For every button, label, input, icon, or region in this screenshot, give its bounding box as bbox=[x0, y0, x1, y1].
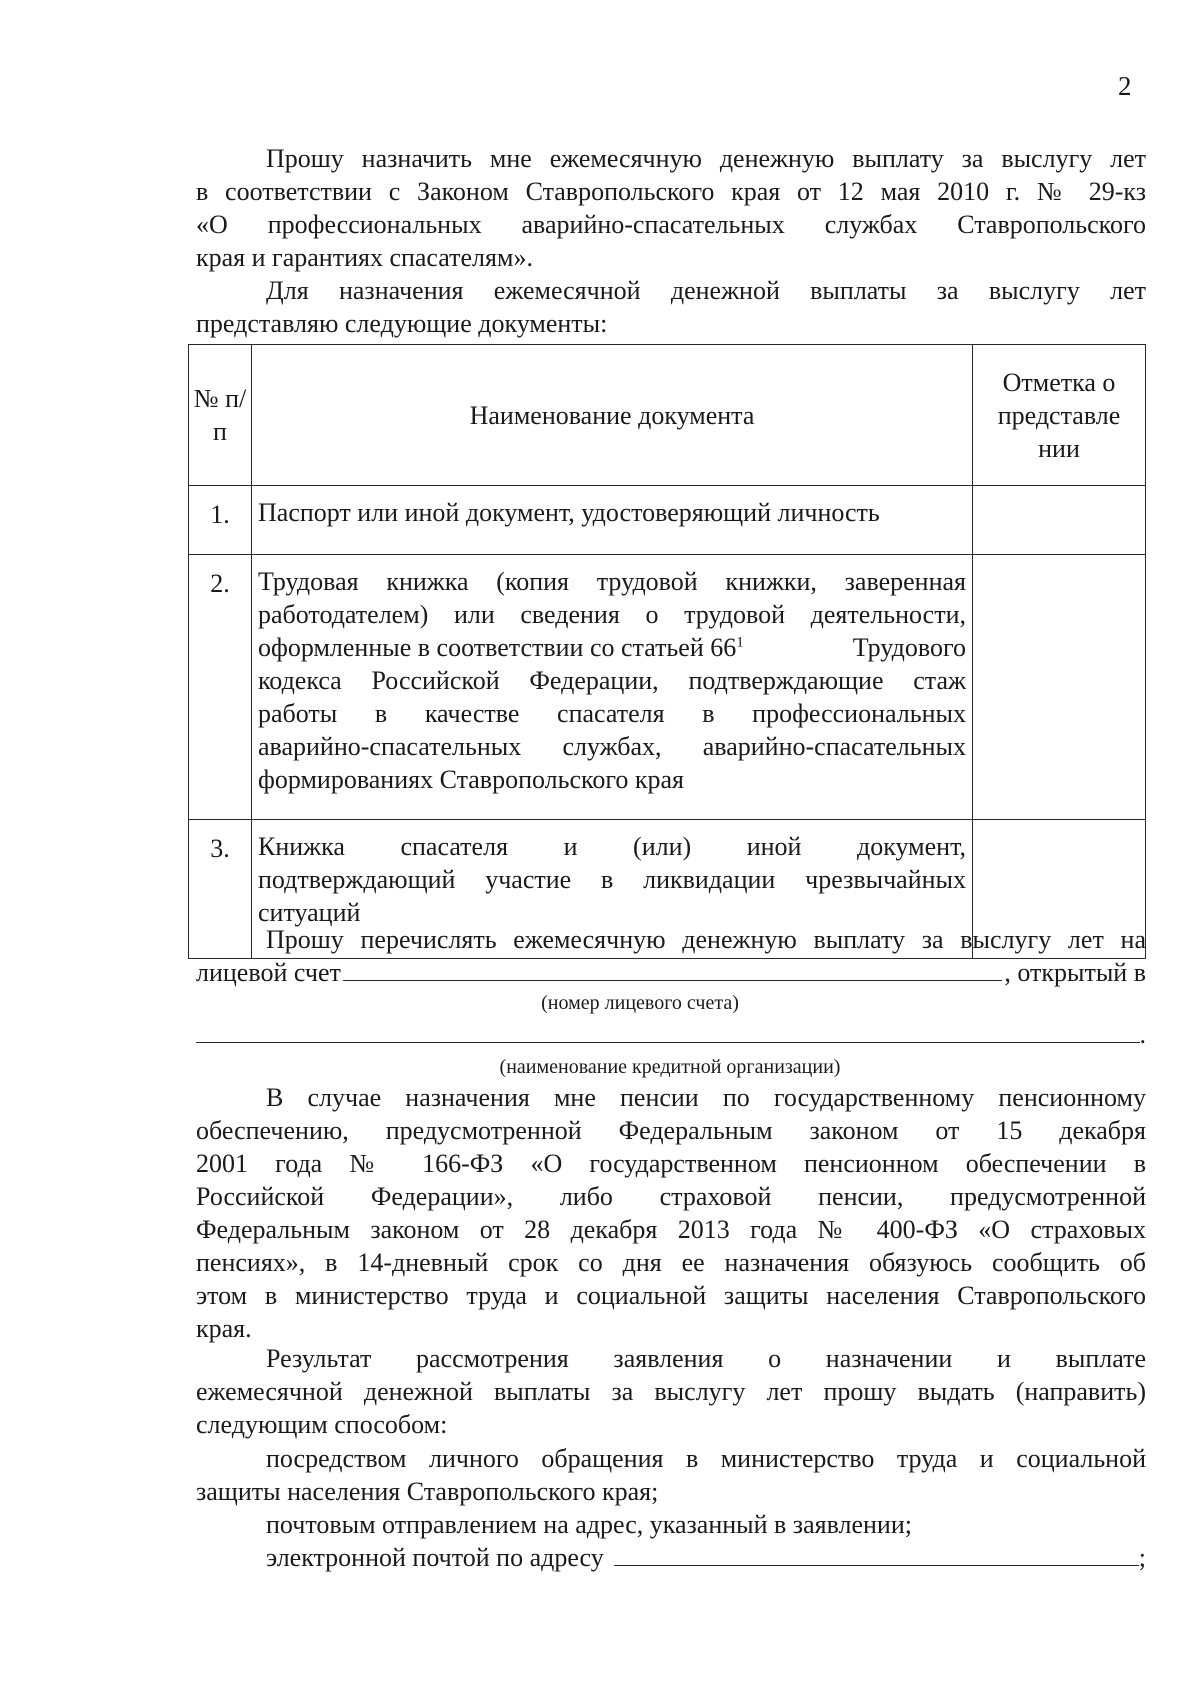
result-delivery-paragraph bbox=[196, 1342, 1146, 1441]
text-line: ежемесячной денежной выплаты за выслугу лет прошу выдать (направить) bbox=[196, 1377, 1146, 1406]
text-line: Российской Федерации», либо страховой пенсии, предусмотренной bbox=[196, 1182, 1146, 1211]
row-document-name: Паспорт или иной документ, удостоверяющий личность bbox=[252, 486, 973, 555]
page-number: 2 bbox=[1118, 71, 1132, 101]
text-line: Прошу назначить мне ежемесячную денежную выплату за выслугу лет bbox=[266, 144, 1146, 173]
text-line: В случае назначения мне пенсии по государственному пенсионному bbox=[266, 1083, 1146, 1112]
text-line: обеспечению, предусмотренной Федеральным законом от 15 декабря bbox=[196, 1116, 1146, 1145]
email-address-field[interactable] bbox=[614, 1541, 1139, 1566]
row-mark-cell[interactable] bbox=[973, 555, 1146, 820]
bank-name-field[interactable] bbox=[196, 1018, 1140, 1043]
account-paragraph: Прошу перечислять ежемесячную денежную выплату за выслугу лет на лицевой счет , открытый в bbox=[196, 925, 1146, 987]
header-document-name: Наименование документа bbox=[252, 345, 973, 486]
option-in-person[interactable]: посредством личного обращения в министерство труда и социальной bbox=[266, 1444, 1146, 1473]
text-line: представляю следующие документы: bbox=[196, 309, 608, 338]
request-paragraph bbox=[196, 142, 1146, 274]
text-line: края. bbox=[196, 1314, 252, 1343]
text-line: края и гарантиях спасателям». bbox=[196, 243, 533, 272]
header-mark: Отметка о представле нии bbox=[973, 345, 1146, 486]
account-number-field[interactable] bbox=[343, 956, 1002, 981]
table-row bbox=[189, 555, 1146, 820]
document-page: 2 Прошу назначить мне ежемесячную денежную выплату за выслугу лет в соответствии с Законом Ставропольского края от 12 мая 2010 г. № 29-кз «О профессиональных аварийно-спасательных службах Ставропольского края и гарантиях спасателям». Для назначения ежемесячной денежной выплаты за выслугу лет представляю следующие документы: № п/п Наименование документа Отметка о представле нии 1. Паспорт или иной документ, удостоверяющий личность 2. Трудовая книжка (копия трудовой книжки, заверенная работодателем) или сведения о трудовой деятельности, оформленные в соответствии со статьей $66^1$ Трудового кодекса Российской Федерации, подтверждающие стаж работы в качестве спасателя в профессиональных аварийно-спасательных службах, аварийно-спасательных формированиях Ставропольского края 3. Книжка спасателя и (или) иной документ, подтверждающий участие в ликвидации чрезвычайных ситуаций Прошу перечислять ежемесячную денежную выплату за выслугу лет на лицевой счет , открытый в (номер лицевого счета) . (наименование кредитной организации) В случае назначения мне пенсии по государственному пенсионному обеспечению, предусмотренной Федеральным законом от 15 декабря 2001 года № 166-ФЗ «О государственном пенсионном обеспечении в Российской Федерации», либо страховой пенсии, предусмотренной Федеральным законом от 28 декабря 2013 года № 400-ФЗ «О страховых пенсиях», в 14-дневный срок со дня ее назначения обязуюсь сообщить об этом в министерство труда и социальной защиты населения Ставропольского края. Результат рассмотрения заявления о назначении и выплате ежемесячной денежной выплаты за выслугу лет прошу выдать (направить) следующим способом: посредством личного обращения в министерство труда и социальной защиты населения Ставропольского края; почтовым отправлением на адрес, указанный в заявлении; электронной почтой по адресу ; bbox=[0, 0, 1200, 1697]
row-mark-cell[interactable] bbox=[973, 486, 1146, 555]
documents-table bbox=[188, 344, 1146, 959]
header-num: № п/п bbox=[189, 345, 252, 486]
text-line: Прошу перечислять ежемесячную денежную выплату за выслугу лет на bbox=[266, 925, 1146, 954]
table-row bbox=[189, 486, 1146, 555]
option-email[interactable]: электронной почтой по адресу ; bbox=[266, 1543, 1146, 1572]
text-line: 2001 года № 166-ФЗ «О государственном пенсионном обеспечении в bbox=[196, 1149, 1146, 1178]
delivery-options bbox=[196, 1442, 1146, 1574]
text-line: «О профессиональных аварийно-спасательных службах Ставропольского bbox=[196, 210, 1146, 239]
text-line: этом в министерство труда и социальной защиты населения Ставропольского bbox=[196, 1281, 1146, 1310]
text-line: Результат рассмотрения заявления о назначении и выплате bbox=[266, 1344, 1146, 1373]
bank-name-caption: (наименование кредитной организации) bbox=[499, 1056, 841, 1078]
row-document-name: Трудовая книжка (копия трудовой книжки, заверенная работодателем) или сведения о трудовой деятельности, оформленные в соответствии со статьей $66^1$ Трудового кодекса Российской Федерации, подтверждающие стаж работы в качестве спасателя в профессиональных аварийно-спасательных службах, аварийно-спасательных формированиях Ставропольского края bbox=[252, 555, 973, 820]
option-post[interactable]: почтовым отправлением на адрес, указанный в заявлении; bbox=[266, 1510, 912, 1539]
text-line: в соответствии с Законом Ставропольского края от 12 мая 2010 г. № 29-кз bbox=[196, 177, 1146, 206]
row-number: 3. bbox=[189, 820, 252, 959]
row-number: 2. bbox=[189, 555, 252, 820]
documents-intro-paragraph bbox=[196, 274, 1146, 340]
footnote-superscript: 1 bbox=[736, 634, 744, 651]
text-line: пенсиях», в 14-дневный срок со дня ее назначения обязуюсь сообщить об bbox=[196, 1248, 1146, 1277]
row-number: 1. bbox=[189, 486, 252, 555]
table-header-row bbox=[189, 345, 1146, 486]
pension-paragraph bbox=[196, 1081, 1146, 1345]
account-number-caption: (номер лицевого счета) bbox=[541, 992, 739, 1014]
text-line: защиты населения Ставропольского края; bbox=[196, 1477, 659, 1506]
text-line: следующим способом: bbox=[196, 1410, 448, 1439]
row-document-name: Книжка спасателя и (или) иной документ, подтверждающий участие в ликвидации чрезвычайных ситуаций bbox=[252, 820, 973, 959]
text-line: Для назначения ежемесячной денежной выплаты за выслугу лет bbox=[266, 276, 1146, 305]
text-line: Федеральным законом от 28 декабря 2013 года № 400-ФЗ «О страховых bbox=[196, 1215, 1146, 1244]
